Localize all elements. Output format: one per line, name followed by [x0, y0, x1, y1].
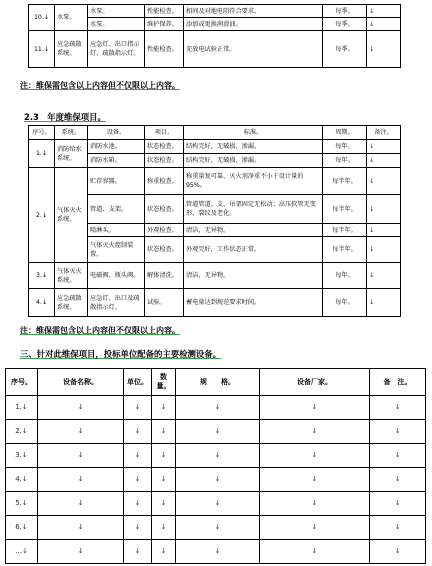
- remark-cell: ↓: [367, 31, 401, 68]
- cycle-cell: 每季。: [323, 5, 367, 18]
- cycle-cell: 每年。: [323, 154, 367, 168]
- cycle-cell: 每年。: [323, 140, 367, 154]
- remark-cell: ↓: [367, 18, 401, 31]
- empty-cell: ↓: [152, 492, 176, 516]
- table-row: [29, 140, 401, 154]
- system-cell: 气体灭火系统。: [55, 168, 88, 263]
- empty-cell: ↓: [124, 420, 152, 444]
- equipment-table-body: [6, 396, 426, 564]
- empty-cell: ↓: [38, 540, 124, 564]
- cycle-cell: 每半年。: [323, 195, 367, 224]
- empty-cell: ↓: [152, 516, 176, 540]
- cycle-cell: 每年。: [323, 289, 367, 317]
- empty-cell: ↓: [176, 420, 260, 444]
- row-number: 5.↓: [6, 492, 38, 516]
- table-row: [29, 31, 401, 68]
- table-header-row: [29, 126, 401, 140]
- empty-cell: ↓: [260, 444, 370, 468]
- table-row: [6, 396, 426, 420]
- item-cell: 外观检查。: [145, 224, 184, 237]
- remark-cell: ↓: [367, 168, 401, 195]
- empty-cell: ↓: [370, 396, 426, 420]
- device-cell: 喷淋头。: [88, 224, 145, 237]
- item-cell: 性能检查。: [145, 31, 184, 68]
- table-row: [29, 289, 401, 317]
- empty-cell: ↓: [176, 540, 260, 564]
- empty-cell: ↓: [176, 396, 260, 420]
- standard-cell: 充放电试验正常。: [184, 31, 323, 68]
- device-cell: 贮存容器。: [88, 168, 145, 195]
- empty-cell: ↓: [176, 468, 260, 492]
- row-number: 11.↓: [29, 31, 55, 68]
- cycle-cell: 每季。: [323, 31, 367, 68]
- empty-cell: ↓: [260, 468, 370, 492]
- column-header: 单位。: [124, 369, 152, 396]
- row-number: 1.↓: [6, 396, 38, 420]
- empty-cell: ↓: [124, 516, 152, 540]
- row-number: 4.↓: [29, 289, 55, 317]
- table-row: [6, 540, 426, 564]
- empty-cell: ↓: [370, 540, 426, 564]
- remark-cell: ↓: [367, 5, 401, 18]
- column-header: 项目。: [145, 126, 184, 140]
- standard-cell: 蓄电量达到规范要求时间。: [184, 289, 323, 317]
- table-row: [29, 168, 401, 195]
- empty-cell: ↓: [152, 468, 176, 492]
- device-cell: 消防水箱。: [88, 154, 145, 168]
- section-heading: [24, 111, 106, 123]
- column-header: 序号。: [6, 369, 38, 396]
- column-header: 设备名称。: [38, 369, 124, 396]
- column-header: 周期。: [323, 126, 367, 140]
- empty-cell: ↓: [370, 420, 426, 444]
- item-cell: 状态检查。: [145, 195, 184, 224]
- empty-cell: ↓: [38, 468, 124, 492]
- empty-cell: ↓: [124, 444, 152, 468]
- note-text-content: 注：维保需包含以上内容但不仅限以上内容。: [20, 81, 180, 90]
- cycle-cell: 每半年。: [323, 168, 367, 195]
- table-row: [29, 5, 401, 18]
- annual-maintenance-table: [28, 125, 401, 317]
- remark-cell: ↓: [367, 140, 401, 154]
- row-number: 3.↓: [6, 444, 38, 468]
- standard-cell: 添加或更换润滑油。: [184, 18, 323, 31]
- remark-cell: ↓: [367, 154, 401, 168]
- row-number: 2.↓: [6, 420, 38, 444]
- cycle-cell: 每半年。: [323, 224, 367, 237]
- empty-cell: ↓: [370, 468, 426, 492]
- table-row: [6, 492, 426, 516]
- section-heading-text: 三、针对此维保项目，投标单位配备的主要检测设备。: [20, 349, 221, 359]
- row-number: 3.↓: [29, 263, 55, 289]
- equipment-table: [5, 368, 426, 564]
- empty-cell: ↓: [370, 516, 426, 540]
- empty-cell: ↓: [370, 492, 426, 516]
- remark-cell: ↓: [367, 224, 401, 237]
- empty-cell: ↓: [124, 468, 152, 492]
- empty-cell: ↓: [38, 516, 124, 540]
- item-cell: 称重检查。: [145, 168, 184, 195]
- device-cell: 气体灭火控制装置。: [88, 237, 145, 263]
- cycle-cell: 每半年。: [323, 237, 367, 263]
- section-heading-text: 2.3 年度维保项目。: [24, 112, 106, 122]
- column-header: 标准。: [184, 126, 323, 140]
- row-number: 2.↓: [29, 168, 55, 263]
- column-header: 备注。: [367, 126, 401, 140]
- column-header: 备 注。: [370, 369, 426, 396]
- column-header: 设备厂家。: [260, 369, 370, 396]
- standard-cell: 管道管道、支、吊架固定无松动；高压软管无变形、裂纹及老化。: [184, 195, 323, 224]
- table-row: [29, 263, 401, 289]
- standard-cell: 外观完好，工作状态正常。: [184, 237, 323, 263]
- maintenance-table-continued: [28, 4, 401, 68]
- empty-cell: ↓: [124, 492, 152, 516]
- empty-cell: ↓: [260, 540, 370, 564]
- empty-cell: ↓: [260, 420, 370, 444]
- column-header: 系统。: [55, 126, 88, 140]
- column-header: 数量。: [152, 369, 176, 396]
- item-cell: 性能检查。: [145, 5, 184, 18]
- empty-cell: ↓: [260, 396, 370, 420]
- table-header-row: [6, 369, 426, 396]
- item-cell: 状态检查。: [145, 140, 184, 154]
- empty-cell: ↓: [124, 540, 152, 564]
- empty-cell: ↓: [370, 444, 426, 468]
- empty-cell: ↓: [152, 444, 176, 468]
- device-cell: 消防水池。: [88, 140, 145, 154]
- item-cell: 状态检查。: [145, 154, 184, 168]
- table-row: [6, 468, 426, 492]
- empty-cell: ↓: [152, 396, 176, 420]
- standard-cell: 结构完好，无破损、渗漏。: [184, 140, 323, 154]
- system-cell: 应急疏散系统。: [55, 31, 88, 68]
- empty-cell: ↓: [176, 444, 260, 468]
- row-number: 6.↓: [6, 516, 38, 540]
- device-cell: 应急灯、出口及疏散指示灯。: [88, 289, 145, 317]
- cycle-cell: 每年。: [323, 263, 367, 289]
- empty-cell: ↓: [260, 492, 370, 516]
- empty-cell: ↓: [176, 492, 260, 516]
- device-cell: 电磁阀、瓶头阀。: [88, 263, 145, 289]
- column-header: 设备。: [88, 126, 145, 140]
- section-heading: [20, 348, 221, 360]
- row-number: 1.↓: [29, 140, 55, 168]
- standard-cell: 相间及对地电阻符合要求。: [184, 5, 323, 18]
- device-cell: 水泵。: [88, 5, 145, 18]
- table-row: [6, 516, 426, 540]
- standard-cell: 清洁，无异物。: [184, 224, 323, 237]
- system-cell: 水泵。: [55, 5, 88, 31]
- device-cell: 管道、支架。: [88, 195, 145, 224]
- row-number: 10.↓: [29, 5, 55, 31]
- row-number: …↓: [6, 540, 38, 564]
- empty-cell: ↓: [38, 444, 124, 468]
- empty-cell: ↓: [152, 420, 176, 444]
- remark-cell: ↓: [367, 263, 401, 289]
- empty-cell: ↓: [38, 396, 124, 420]
- item-cell: 试验。: [145, 289, 184, 317]
- column-header: 序号。: [29, 126, 55, 140]
- item-cell: 维护保养。: [145, 18, 184, 31]
- note-text-content: 注：维保需包含以上内容但不仅限以上内容。: [20, 326, 180, 335]
- empty-cell: ↓: [176, 516, 260, 540]
- empty-cell: ↓: [38, 420, 124, 444]
- row-number: 4.↓: [6, 468, 38, 492]
- cycle-cell: 每季。: [323, 18, 367, 31]
- system-cell: 应急疏散系统。: [55, 289, 88, 317]
- item-cell: 状态检查。: [145, 237, 184, 263]
- standard-cell: 结构完好，无破损、渗漏。: [184, 154, 323, 168]
- system-cell: 消防给水系统。: [55, 140, 88, 168]
- item-cell: 解体清洗。: [145, 263, 184, 289]
- column-header: 规 格。: [176, 369, 260, 396]
- table-row: [6, 420, 426, 444]
- empty-cell: ↓: [152, 540, 176, 564]
- note-text: [20, 325, 180, 336]
- remark-cell: ↓: [367, 289, 401, 317]
- device-cell: 应急灯、出口指示灯、疏散指示灯。: [88, 31, 145, 68]
- table-row: [6, 444, 426, 468]
- note-text: [20, 80, 180, 91]
- standard-cell: 称重量复可靠，灭火剂净重不小于设计量的95%。: [184, 168, 323, 195]
- system-cell: 气体灭火系统。: [55, 263, 88, 289]
- device-cell: 水泵。: [88, 18, 145, 31]
- empty-cell: ↓: [124, 396, 152, 420]
- remark-cell: ↓: [367, 237, 401, 263]
- remark-cell: ↓: [367, 195, 401, 224]
- empty-cell: ↓: [260, 516, 370, 540]
- empty-cell: ↓: [38, 492, 124, 516]
- standard-cell: 清洁，无异物。: [184, 263, 323, 289]
